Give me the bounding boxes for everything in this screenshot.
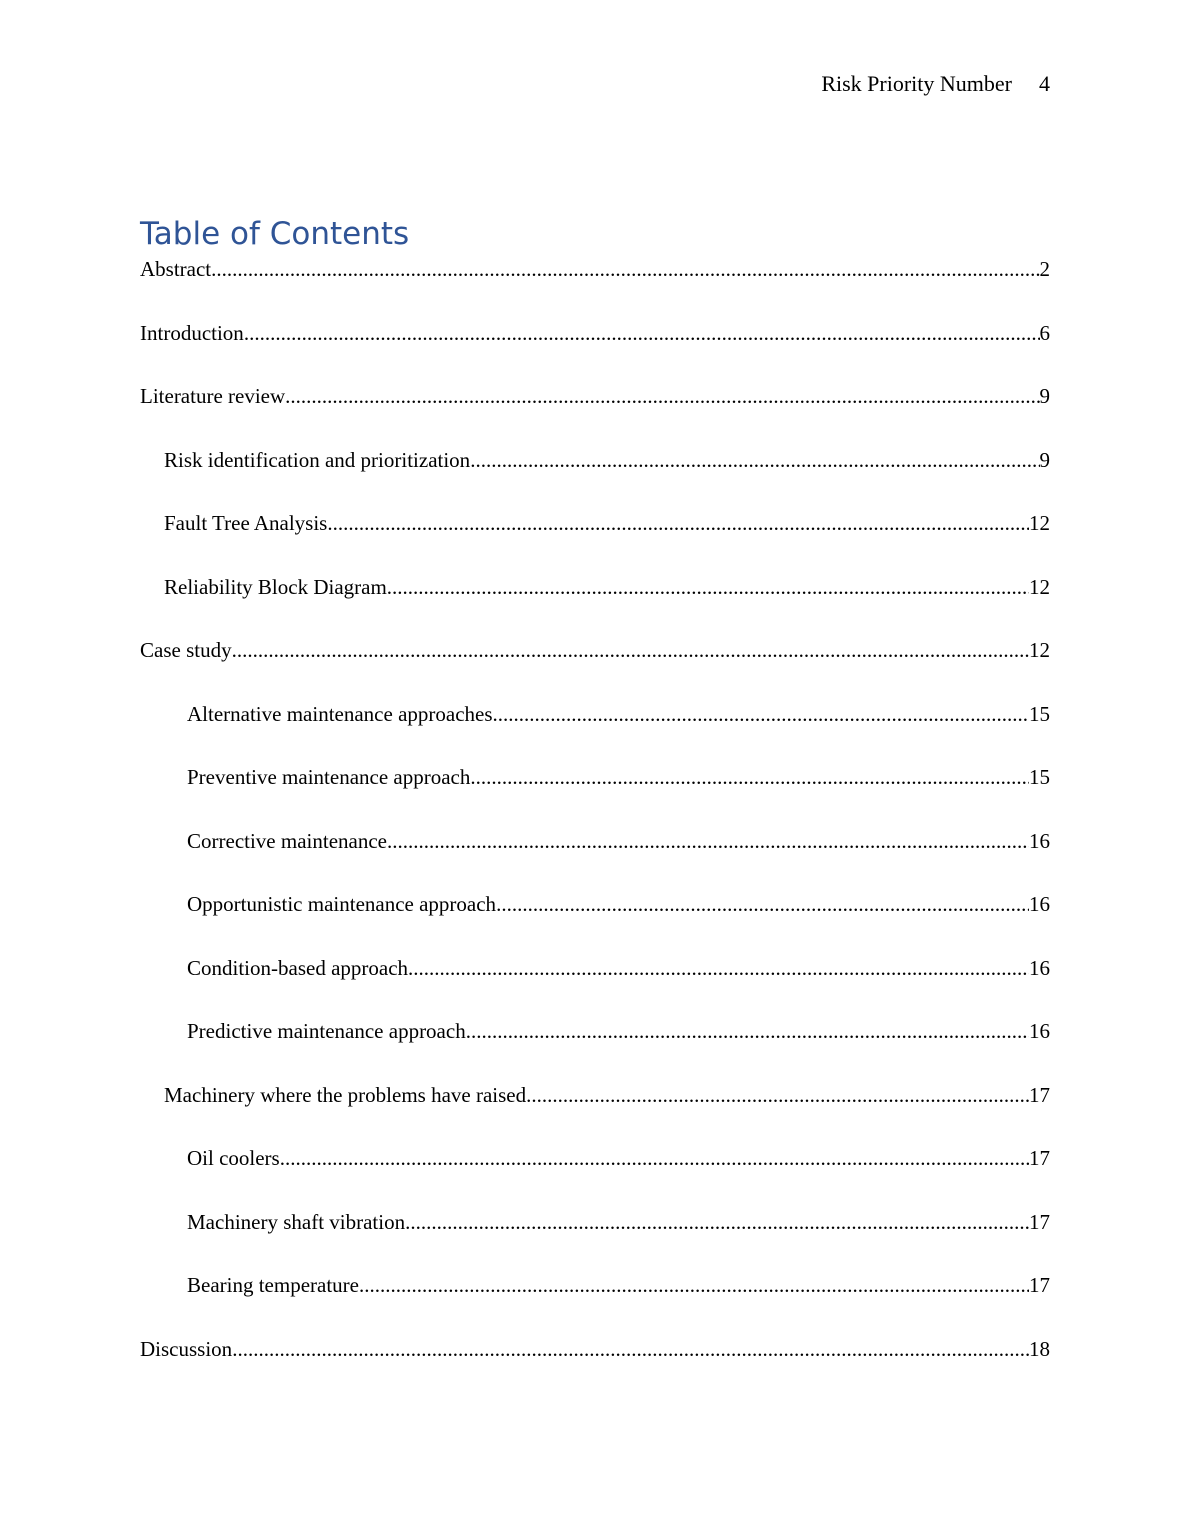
toc-entry[interactable] — [140, 1080, 1050, 1144]
toc-entry-page: 16 — [1029, 955, 1050, 980]
toc-entry-label: Machinery where the problems have raised — [164, 1082, 527, 1107]
toc-title: Table of Contents — [140, 216, 410, 252]
toc-dot-leader — [470, 762, 1029, 792]
toc-entry-label: Introduction — [140, 320, 244, 345]
toc-entry-page: 9 — [1039, 384, 1050, 408]
toc-list — [140, 254, 1050, 1397]
toc-dot-leader — [526, 1080, 1029, 1110]
toc-entry[interactable] — [140, 699, 1050, 763]
toc-dot-leader — [232, 635, 1029, 665]
toc-entry-page: 16 — [1029, 1019, 1050, 1043]
page-header — [821, 70, 1050, 98]
toc-entry-page: 9 — [1039, 447, 1050, 472]
toc-entry[interactable] — [140, 1143, 1050, 1207]
toc-dot-leader — [244, 318, 1040, 348]
running-title: Risk Priority Number — [821, 71, 1012, 96]
toc-entry-page: 16 — [1029, 828, 1050, 853]
toc-entry-label: Alternative maintenance approaches — [187, 701, 493, 726]
toc-dot-leader — [387, 572, 1029, 602]
toc-entry-label: Case study — [140, 638, 232, 662]
toc-entry[interactable] — [140, 381, 1050, 445]
toc-entry[interactable] — [140, 635, 1050, 699]
toc-dot-leader — [405, 1207, 1029, 1237]
toc-entry-page: 12 — [1029, 511, 1050, 535]
page-number: 4 — [1039, 71, 1050, 96]
toc-entry-page: 18 — [1029, 1336, 1050, 1361]
toc-dot-leader — [470, 445, 1039, 475]
toc-entry[interactable] — [140, 953, 1050, 1017]
toc-entry-label: Reliability Block Diagram — [164, 574, 387, 599]
toc-entry[interactable] — [140, 445, 1050, 509]
toc-entry[interactable] — [140, 1334, 1050, 1398]
toc-entry-label: Bearing temperature — [187, 1273, 359, 1297]
toc-entry-page: 17 — [1029, 1146, 1050, 1170]
toc-entry[interactable] — [140, 1207, 1050, 1271]
toc-entry-label: Risk identification and prioritization — [164, 447, 471, 472]
toc-entry-page: 12 — [1029, 638, 1050, 662]
toc-dot-leader — [280, 1143, 1029, 1173]
toc-entry-label: Corrective maintenance — [187, 828, 387, 853]
toc-entry-label: Abstract — [140, 257, 212, 281]
toc-entry[interactable] — [140, 826, 1050, 890]
toc-dot-leader — [496, 889, 1029, 919]
toc-entry-page: 2 — [1039, 257, 1050, 281]
toc-entry-label: Oil coolers — [187, 1146, 280, 1170]
toc-entry-page: 15 — [1029, 765, 1050, 789]
toc-dot-leader — [359, 1270, 1029, 1300]
toc-dot-leader — [285, 381, 1039, 411]
toc-entry[interactable] — [140, 762, 1050, 826]
toc-dot-leader — [387, 826, 1029, 856]
toc-entry[interactable] — [140, 1016, 1050, 1080]
toc-entry-label: Preventive maintenance approach — [187, 765, 471, 789]
toc-entry-page: 6 — [1039, 320, 1050, 345]
toc-entry[interactable] — [140, 254, 1050, 318]
toc-entry-label: Condition-based approach — [187, 955, 409, 980]
toc-entry-label: Predictive maintenance approach — [187, 1019, 466, 1043]
toc-entry-page: 17 — [1029, 1082, 1050, 1107]
toc-entry[interactable] — [140, 508, 1050, 572]
toc-entry[interactable] — [140, 318, 1050, 382]
toc-entry-page: 17 — [1029, 1209, 1050, 1234]
toc-entry-page: 16 — [1029, 892, 1050, 916]
toc-entry-label: Discussion — [140, 1336, 233, 1361]
toc-entry[interactable] — [140, 572, 1050, 636]
toc-dot-leader — [466, 1016, 1029, 1046]
toc-dot-leader — [493, 699, 1029, 729]
toc-entry-label: Machinery shaft vibration — [187, 1209, 406, 1234]
toc-entry-page: 17 — [1029, 1273, 1050, 1297]
toc-dot-leader — [232, 1334, 1029, 1364]
toc-entry-page: 12 — [1029, 574, 1050, 599]
toc-entry-label: Fault Tree Analysis — [164, 511, 328, 535]
toc-dot-leader — [408, 953, 1029, 983]
toc-entry-label: Literature review — [140, 384, 286, 408]
toc-entry[interactable] — [140, 1270, 1050, 1334]
toc-entry-page: 15 — [1029, 701, 1050, 726]
toc-dot-leader — [327, 508, 1029, 538]
toc-dot-leader — [211, 254, 1039, 284]
toc-entry-label: Opportunistic maintenance approach — [187, 892, 497, 916]
toc-entry[interactable] — [140, 889, 1050, 953]
